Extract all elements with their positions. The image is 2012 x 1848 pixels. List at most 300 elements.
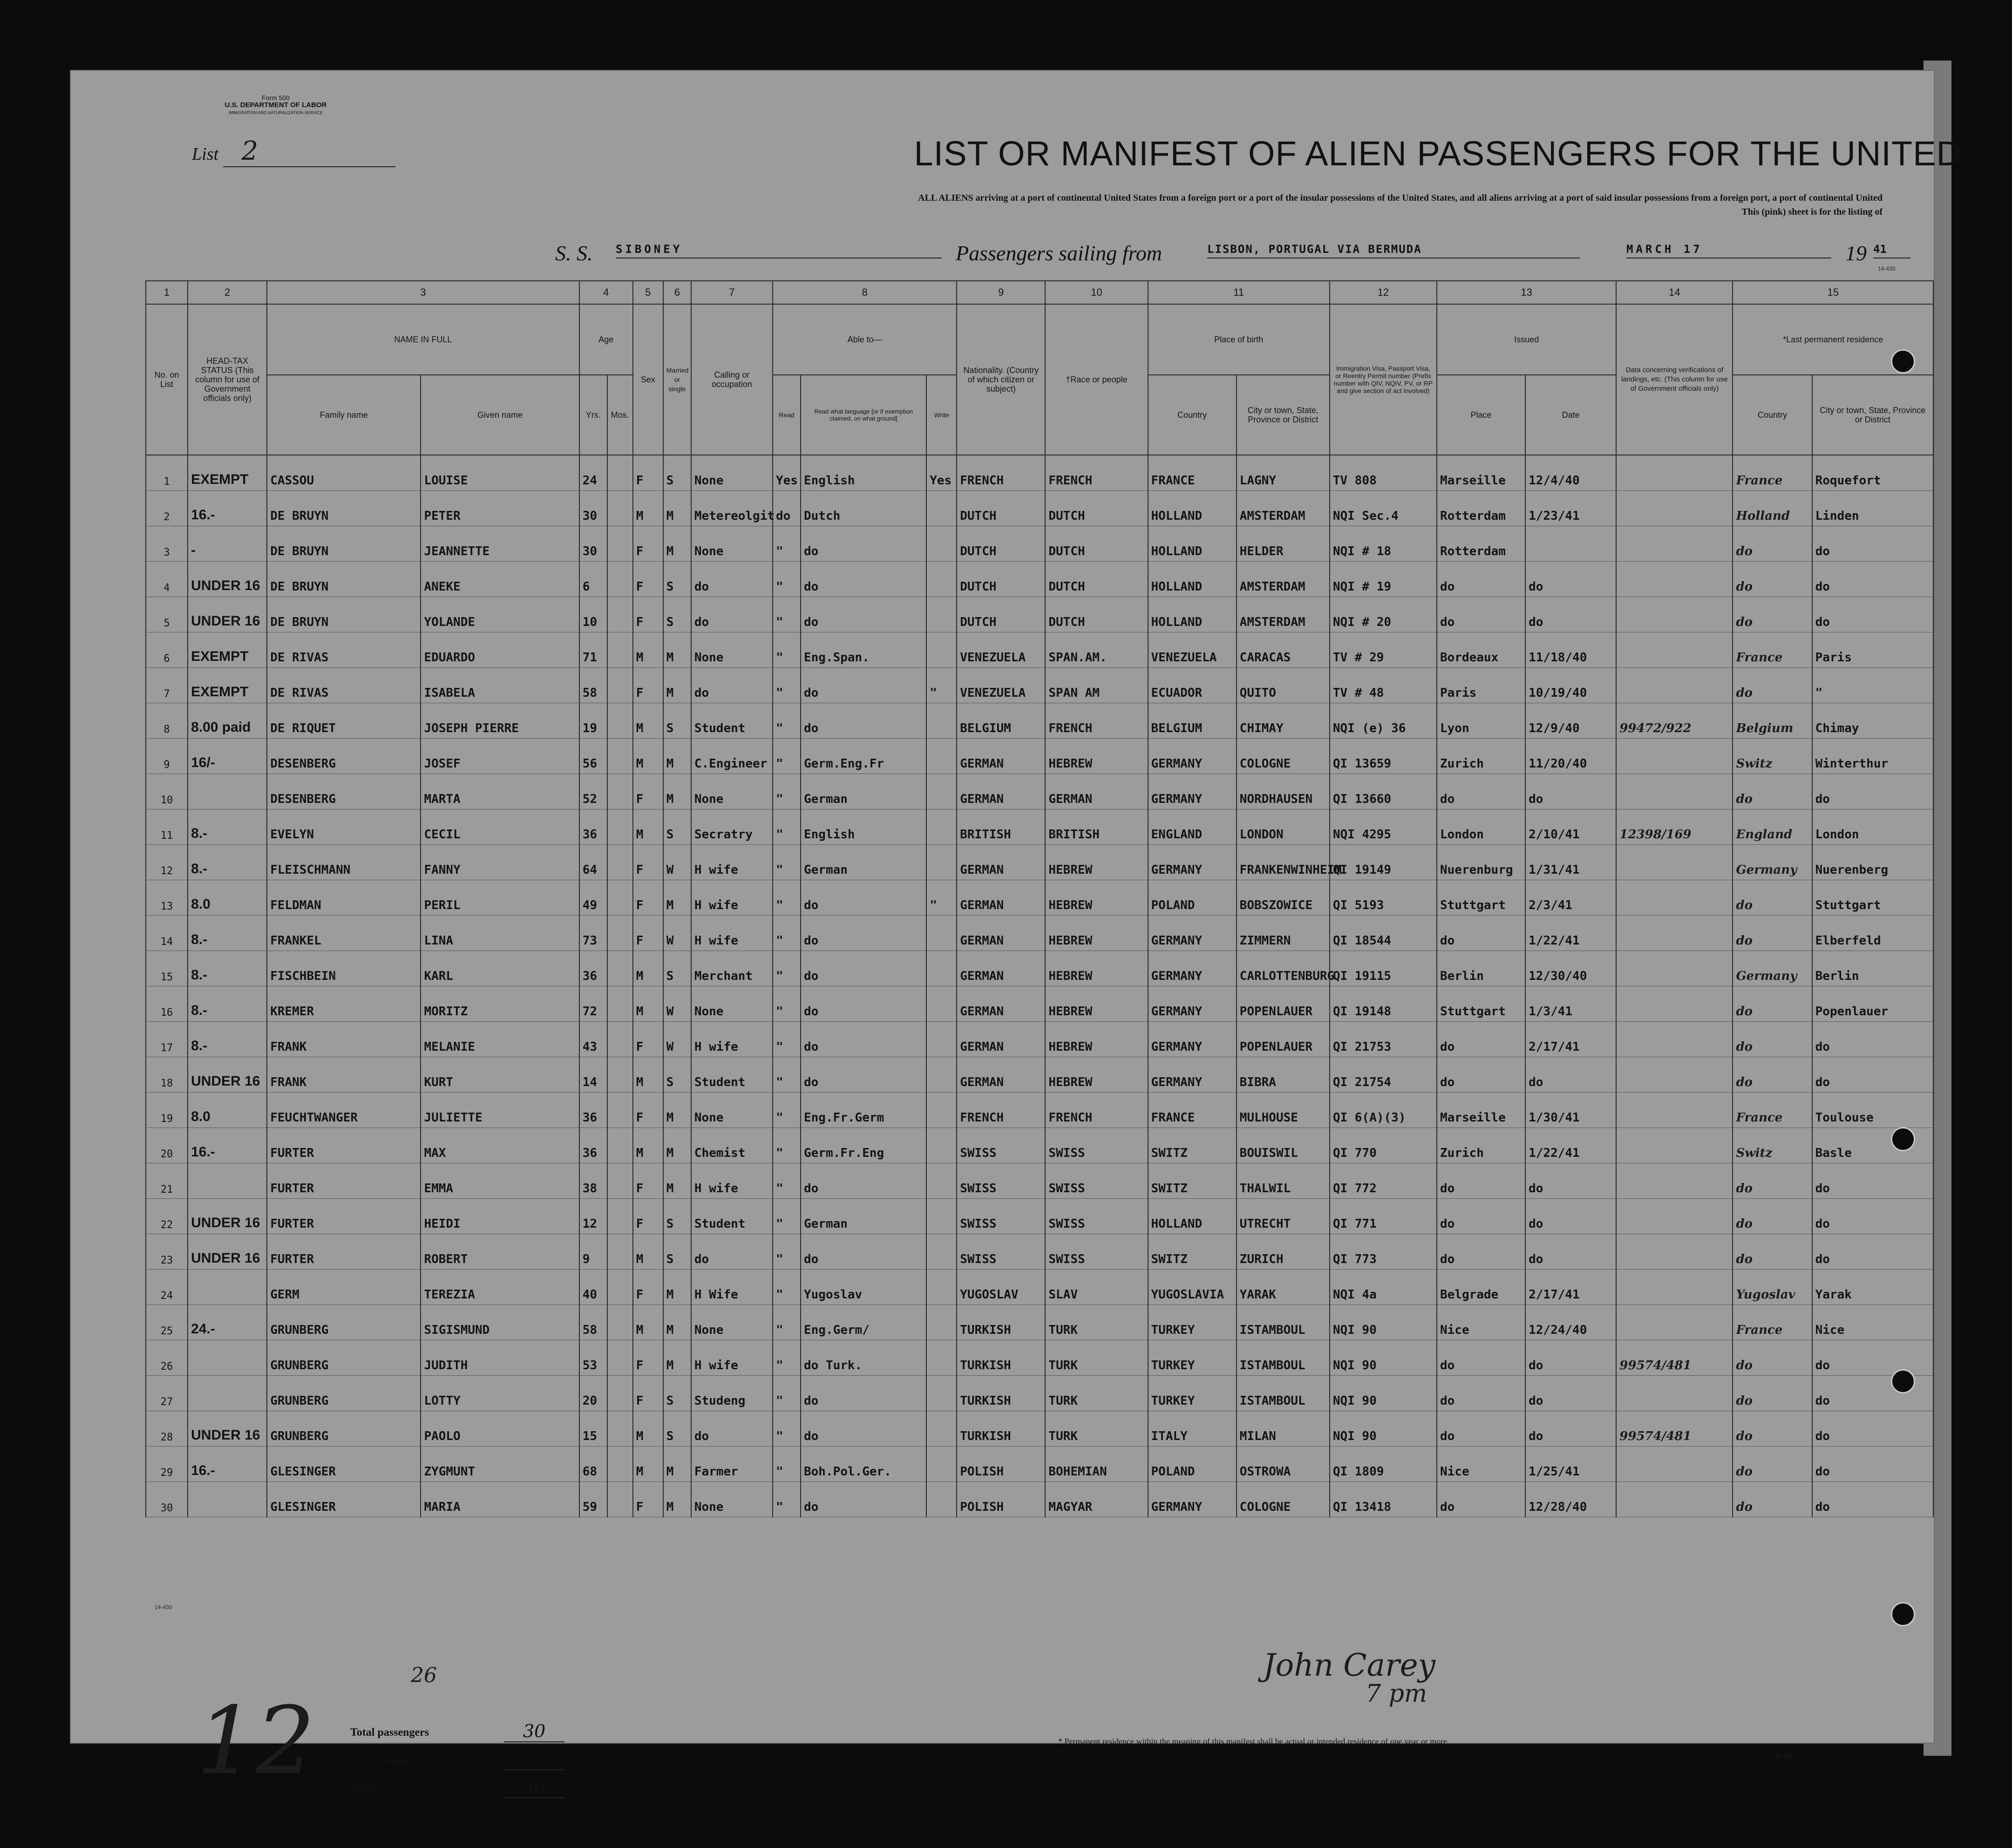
manifest-sheet <box>70 70 1962 1797</box>
cell-can-read: do <box>773 491 801 526</box>
cell-residence-city: do <box>1812 1411 1933 1447</box>
cell-age-months <box>607 809 633 845</box>
cell-marital-status: M <box>663 1482 691 1517</box>
cell-residence-city: do <box>1812 562 1933 597</box>
cell-age-months <box>607 1482 633 1517</box>
cell-issued-date: do <box>1525 1234 1616 1270</box>
cell-read-language: do <box>801 986 926 1022</box>
cell-given-name: YOLANDE <box>421 597 579 632</box>
cell-issued-date: 2/10/41 <box>1525 809 1616 845</box>
cell-family-name: GLESINGER <box>267 1447 421 1482</box>
cell-row-number: 11 <box>146 809 188 845</box>
cell-can-write <box>926 1199 957 1234</box>
cell-verification <box>1616 1057 1733 1093</box>
cell-family-name: DE RIVAS <box>267 632 421 668</box>
cell-can-write <box>926 526 957 562</box>
column-number: 15 <box>1733 281 1933 304</box>
table-row <box>146 951 1933 986</box>
cell-issued-place: do <box>1437 1376 1525 1411</box>
cell-marital-status: M <box>663 1093 691 1128</box>
cell-family-name: DE BRUYN <box>267 491 421 526</box>
cell-age-months <box>607 774 633 809</box>
cell-nationality: DUTCH <box>957 526 1045 562</box>
cell-nationality: TURKISH <box>957 1376 1045 1411</box>
cell-residence-country: do <box>1733 668 1812 703</box>
cell-occupation: Student <box>691 703 773 739</box>
cell-visa-number: NQI # 19 <box>1330 562 1437 597</box>
table-row <box>146 491 1933 526</box>
cell-issued-date: 2/17/41 <box>1525 1270 1616 1305</box>
cell-age-months <box>607 986 633 1022</box>
cell-given-name: FANNY <box>421 845 579 880</box>
cell-given-name: LINA <box>421 916 579 951</box>
table-row <box>146 845 1933 880</box>
cell-head-tax-status <box>188 1482 267 1517</box>
cell-can-read: " <box>773 1057 801 1093</box>
cell-visa-number: QI 19149 <box>1330 845 1437 880</box>
cell-sex: F <box>633 455 663 491</box>
cell-can-write <box>926 1482 957 1517</box>
cell-can-write: " <box>926 880 957 916</box>
cell-occupation: do <box>691 668 773 703</box>
cell-birth-country: HOLLAND <box>1148 597 1237 632</box>
cell-issued-place: Nuerenburg <box>1437 845 1525 880</box>
cell-marital-status: S <box>663 1057 691 1093</box>
cell-age-years: 59 <box>579 1482 607 1517</box>
cell-visa-number: NQI 90 <box>1330 1411 1437 1447</box>
cell-residence-city: Elberfeld <box>1812 916 1933 951</box>
form-number: Form 500 <box>262 94 290 102</box>
cell-nationality: GERMAN <box>957 774 1045 809</box>
cell-residence-city: do <box>1812 1376 1933 1411</box>
column-number-row <box>146 281 1933 304</box>
cell-visa-number: NQI 90 <box>1330 1340 1437 1376</box>
column-number: 13 <box>1437 281 1616 304</box>
cell-issued-date: do <box>1525 597 1616 632</box>
cell-family-name: DE BRUYN <box>267 597 421 632</box>
cell-given-name: ROBERT <box>421 1234 579 1270</box>
cell-age-months <box>607 1128 633 1163</box>
cell-issued-date: do <box>1525 1376 1616 1411</box>
cell-can-write <box>926 1022 957 1057</box>
cell-race-or-people: TURK <box>1045 1411 1148 1447</box>
cell-can-read: " <box>773 703 801 739</box>
cell-given-name: ISABELA <box>421 668 579 703</box>
cell-given-name: ANEKE <box>421 562 579 597</box>
cell-visa-number: QI 21753 <box>1330 1022 1437 1057</box>
cell-occupation: None <box>691 1305 773 1340</box>
cell-visa-number: NQI 4295 <box>1330 809 1437 845</box>
cell-row-number: 27 <box>146 1376 188 1411</box>
cell-marital-status: S <box>663 1234 691 1270</box>
cell-head-tax-status: UNDER 16 <box>188 1234 267 1270</box>
us-citizens-line <box>350 1749 537 1782</box>
header-write: Write <box>926 375 957 455</box>
cell-sex: F <box>633 668 663 703</box>
cell-nationality: POLISH <box>957 1482 1045 1517</box>
cell-residence-city: London <box>1812 809 1933 845</box>
cell-visa-number: QI 770 <box>1330 1128 1437 1163</box>
cell-sex: F <box>633 845 663 880</box>
cell-occupation: Merchant <box>691 951 773 986</box>
table-row <box>146 916 1933 951</box>
sailing-label: Passengers sailing from <box>956 241 1162 265</box>
header-mos: Mos. <box>607 375 633 455</box>
form-identifier <box>183 94 369 116</box>
cell-birth-city: CHIMAY <box>1237 703 1330 739</box>
cell-family-name: FURTER <box>267 1163 421 1199</box>
cell-age-months <box>607 455 633 491</box>
cell-issued-place: Bordeaux <box>1437 632 1525 668</box>
cell-birth-country: HOLLAND <box>1148 1199 1237 1234</box>
cell-row-number: 4 <box>146 562 188 597</box>
cell-family-name: FURTER <box>267 1199 421 1234</box>
punch-hole <box>1891 349 1915 374</box>
cell-nationality: VENEZUELA <box>957 668 1045 703</box>
cell-visa-number: TV 808 <box>1330 455 1437 491</box>
cell-issued-date: 12/4/40 <box>1525 455 1616 491</box>
cell-head-tax-status <box>188 1163 267 1199</box>
cell-read-language: do <box>801 1022 926 1057</box>
cell-read-language: Yugoslav <box>801 1270 926 1305</box>
cell-birth-city: FRANKENWINHEIM <box>1237 845 1330 880</box>
cell-head-tax-status: UNDER 16 <box>188 562 267 597</box>
cell-verification <box>1616 1234 1733 1270</box>
cell-issued-date: 12/24/40 <box>1525 1305 1616 1340</box>
table-row <box>146 1340 1933 1376</box>
cell-birth-city: BOUISWIL <box>1237 1128 1330 1163</box>
cell-age-years: 9 <box>579 1234 607 1270</box>
list-number: 2 <box>223 136 395 167</box>
cell-can-write <box>926 1411 957 1447</box>
cell-marital-status: M <box>663 1340 691 1376</box>
cell-can-write <box>926 1270 957 1305</box>
cell-sex: F <box>633 774 663 809</box>
cell-issued-date: do <box>1525 562 1616 597</box>
cell-nationality: SWISS <box>957 1163 1045 1199</box>
cell-occupation: H wife <box>691 845 773 880</box>
cell-verification <box>1616 1163 1733 1199</box>
cell-residence-country: do <box>1733 1447 1812 1482</box>
cell-given-name: LOTTY <box>421 1376 579 1411</box>
cell-verification <box>1616 668 1733 703</box>
cell-sex: F <box>633 562 663 597</box>
cell-nationality: DUTCH <box>957 491 1045 526</box>
cell-issued-place: do <box>1437 774 1525 809</box>
cell-birth-country: SWITZ <box>1148 1163 1237 1199</box>
header-sex: Sex <box>633 304 663 455</box>
cell-nationality: FRENCH <box>957 455 1045 491</box>
cell-can-read: " <box>773 845 801 880</box>
header-residence-city: City or town, State, Province or District <box>1812 375 1933 455</box>
cell-visa-number: QI 773 <box>1330 1234 1437 1270</box>
cell-visa-number: QI 19148 <box>1330 986 1437 1022</box>
cell-occupation: None <box>691 774 773 809</box>
column-number: 6 <box>663 281 691 304</box>
cell-head-tax-status: 8.- <box>188 916 267 951</box>
totals-block <box>350 1721 546 1810</box>
cell-row-number: 6 <box>146 632 188 668</box>
cell-nationality: GERMAN <box>957 845 1045 880</box>
cell-race-or-people: TURK <box>1045 1376 1148 1411</box>
cell-residence-country: Belgium <box>1733 703 1812 739</box>
cell-age-years: 72 <box>579 986 607 1022</box>
cell-age-years: 68 <box>579 1447 607 1482</box>
column-number: 3 <box>267 281 579 304</box>
header-nationality: Nationality. (Country of which citizen or subject) <box>957 304 1045 455</box>
table-row <box>146 739 1933 774</box>
cell-can-write: Yes <box>926 455 957 491</box>
passenger-rows <box>146 455 1933 1517</box>
cell-nationality: YUGOSLAV <box>957 1270 1045 1305</box>
cell-nationality: SWISS <box>957 1234 1045 1270</box>
cell-family-name: DE RIVAS <box>267 668 421 703</box>
cell-row-number: 30 <box>146 1482 188 1517</box>
cell-issued-date: 11/18/40 <box>1525 632 1616 668</box>
total-passengers-value: 30 <box>504 1721 564 1742</box>
cell-given-name: KURT <box>421 1057 579 1093</box>
cell-verification <box>1616 455 1733 491</box>
cell-birth-city: CARACAS <box>1237 632 1330 668</box>
cell-age-years: 10 <box>579 597 607 632</box>
cell-can-write <box>926 597 957 632</box>
cell-sex: F <box>633 1022 663 1057</box>
cell-birth-country: YUGOSLAVIA <box>1148 1270 1237 1305</box>
header-read-language: Read what language [or if exemption claimed, on what ground] <box>801 375 926 455</box>
cell-visa-number: TV # 29 <box>1330 632 1437 668</box>
cell-head-tax-status: 24.- <box>188 1305 267 1340</box>
column-number: 2 <box>188 281 267 304</box>
cell-issued-place: Zurich <box>1437 1128 1525 1163</box>
cell-issued-date: do <box>1525 1411 1616 1447</box>
cell-visa-number: TV # 48 <box>1330 668 1437 703</box>
cell-age-years: 53 <box>579 1340 607 1376</box>
cell-read-language: do <box>801 703 926 739</box>
cell-family-name: FISCHBEIN <box>267 951 421 986</box>
cell-age-years: 49 <box>579 880 607 916</box>
cell-age-years: 30 <box>579 526 607 562</box>
header-no-on-list: No. on List <box>146 304 188 455</box>
cell-family-name: FRANK <box>267 1022 421 1057</box>
punch-hole <box>1891 1369 1915 1393</box>
cell-nationality: GERMAN <box>957 1022 1045 1057</box>
cell-birth-country: SWITZ <box>1148 1128 1237 1163</box>
cell-can-write <box>926 951 957 986</box>
cell-family-name: GLESINGER <box>267 1482 421 1517</box>
cell-age-years: 30 <box>579 491 607 526</box>
cell-occupation: do <box>691 1234 773 1270</box>
cell-issued-place: do <box>1437 1057 1525 1093</box>
cell-age-years: 43 <box>579 1022 607 1057</box>
cell-read-language: Boh.Pol.Ger. <box>801 1447 926 1482</box>
cell-occupation: do <box>691 562 773 597</box>
table-row <box>146 1447 1933 1482</box>
cell-birth-city: THALWIL <box>1237 1163 1330 1199</box>
cell-can-read: " <box>773 1199 801 1234</box>
cell-head-tax-status: 16.- <box>188 1447 267 1482</box>
cell-row-number: 24 <box>146 1270 188 1305</box>
cell-occupation: Metereolgit <box>691 491 773 526</box>
cell-read-language: do <box>801 1057 926 1093</box>
cell-family-name: CASSOU <box>267 455 421 491</box>
cell-row-number: 1 <box>146 455 188 491</box>
cell-marital-status: W <box>663 845 691 880</box>
cell-residence-city: Winterthur <box>1812 739 1933 774</box>
cell-birth-city: NORDHAUSEN <box>1237 774 1330 809</box>
cell-issued-date: 1/3/41 <box>1525 986 1616 1022</box>
cell-can-read: " <box>773 986 801 1022</box>
cell-race-or-people: SPAN AM <box>1045 668 1148 703</box>
cell-head-tax-status: UNDER 16 <box>188 1411 267 1447</box>
cell-issued-place: do <box>1437 597 1525 632</box>
cell-age-months <box>607 916 633 951</box>
cell-sex: M <box>633 1447 663 1482</box>
table-row <box>146 455 1933 491</box>
cell-verification <box>1616 986 1733 1022</box>
list-label: List <box>192 144 219 164</box>
cell-sex: M <box>633 632 663 668</box>
cell-race-or-people: HEBREW <box>1045 1057 1148 1093</box>
cell-marital-status: M <box>663 774 691 809</box>
cell-can-read: " <box>773 774 801 809</box>
cell-issued-date: 1/22/41 <box>1525 1128 1616 1163</box>
cell-occupation: None <box>691 526 773 562</box>
cell-marital-status: M <box>663 1305 691 1340</box>
cell-birth-country: HOLLAND <box>1148 562 1237 597</box>
cell-row-number: 22 <box>146 1199 188 1234</box>
cell-age-years: 38 <box>579 1163 607 1199</box>
header-birth-country: Country <box>1148 375 1237 455</box>
punch-hole <box>1891 1127 1915 1151</box>
cell-visa-number: NQI # 20 <box>1330 597 1437 632</box>
cell-can-read: " <box>773 1128 801 1163</box>
cell-given-name: EDUARDO <box>421 632 579 668</box>
handwritten-count: 26 <box>411 1664 437 1687</box>
cell-birth-city: BIBRA <box>1237 1057 1330 1093</box>
table-row <box>146 1093 1933 1128</box>
header-verification: Data concerning verifications of landings, etc. (This column for use of Government officials only) <box>1616 304 1733 455</box>
cell-can-read: " <box>773 632 801 668</box>
cell-issued-place: do <box>1437 916 1525 951</box>
cell-can-write <box>926 703 957 739</box>
cell-age-months <box>607 632 633 668</box>
cell-birth-country: POLAND <box>1148 880 1237 916</box>
cell-row-number: 10 <box>146 774 188 809</box>
cell-verification <box>1616 1093 1733 1128</box>
cell-issued-date: 10/19/40 <box>1525 668 1616 703</box>
cell-given-name: EMMA <box>421 1163 579 1199</box>
header-able-to: Able to— <box>773 304 957 375</box>
cell-nationality: TURKISH <box>957 1340 1045 1376</box>
cell-issued-place: Berlin <box>1437 951 1525 986</box>
cell-residence-country: Switz <box>1733 1128 1812 1163</box>
cell-residence-country: France <box>1733 455 1812 491</box>
cell-head-tax-status: 16.- <box>188 1128 267 1163</box>
cell-issued-date: 11/20/40 <box>1525 739 1616 774</box>
cell-age-months <box>607 703 633 739</box>
cell-can-read: " <box>773 1234 801 1270</box>
cell-birth-city: POPENLAUER <box>1237 1022 1330 1057</box>
cell-birth-city: UTRECHT <box>1237 1199 1330 1234</box>
cell-visa-number: QI 5193 <box>1330 880 1437 916</box>
us-citizens-value: - <box>504 1749 564 1770</box>
cell-residence-city: do <box>1812 1057 1933 1093</box>
cell-row-number: 3 <box>146 526 188 562</box>
cell-birth-country: GERMANY <box>1148 986 1237 1022</box>
cell-sex: F <box>633 1270 663 1305</box>
cell-birth-country: ENGLAND <box>1148 809 1237 845</box>
cell-given-name: KARL <box>421 951 579 986</box>
cell-age-months <box>607 1270 633 1305</box>
cell-birth-city: ZIMMERN <box>1237 916 1330 951</box>
cell-issued-date <box>1525 526 1616 562</box>
cell-verification <box>1616 632 1733 668</box>
cell-residence-city: do <box>1812 1163 1933 1199</box>
cell-family-name: GRUNBERG <box>267 1305 421 1340</box>
cell-read-language: Eng.Span. <box>801 632 926 668</box>
cell-row-number: 21 <box>146 1163 188 1199</box>
table-row <box>146 1057 1933 1093</box>
year-value: 41 <box>1873 236 1910 258</box>
cell-occupation: H wife <box>691 916 773 951</box>
cell-read-language: German <box>801 774 926 809</box>
cell-can-read: Yes <box>773 455 801 491</box>
cell-given-name: CECIL <box>421 809 579 845</box>
cell-read-language: do <box>801 1163 926 1199</box>
instructions-line-2: This (pink) sheet is for the listing of <box>1741 207 1883 217</box>
voyage-line <box>555 236 1934 264</box>
cell-visa-number: QI 771 <box>1330 1199 1437 1234</box>
cell-nationality: BRITISH <box>957 809 1045 845</box>
cell-residence-country: Germany <box>1733 845 1812 880</box>
cell-issued-date: do <box>1525 1057 1616 1093</box>
cell-visa-number: NQI Sec.4 <box>1330 491 1437 526</box>
cell-head-tax-status: EXEMPT <box>188 632 267 668</box>
cell-row-number: 19 <box>146 1093 188 1128</box>
cell-marital-status: M <box>663 491 691 526</box>
cell-age-months <box>607 1340 633 1376</box>
cell-age-years: 15 <box>579 1411 607 1447</box>
cell-age-months <box>607 880 633 916</box>
cell-sex: M <box>633 1234 663 1270</box>
cell-occupation: Chemist <box>691 1128 773 1163</box>
cell-nationality: GERMAN <box>957 986 1045 1022</box>
cell-can-write <box>926 1340 957 1376</box>
cell-issued-date: 1/25/41 <box>1525 1447 1616 1482</box>
aliens-label: Aliens <box>350 1782 381 1794</box>
header-row-1 <box>146 304 1933 375</box>
cell-birth-city: CARLOTTENBURG <box>1237 951 1330 986</box>
cell-birth-country: ECUADOR <box>1148 668 1237 703</box>
cell-family-name: FURTER <box>267 1128 421 1163</box>
cell-read-language: do <box>801 668 926 703</box>
cell-age-years: 71 <box>579 632 607 668</box>
cell-can-read: " <box>773 1305 801 1340</box>
cell-verification <box>1616 491 1733 526</box>
cell-nationality: POLISH <box>957 1447 1045 1482</box>
cell-family-name: FEUCHTWANGER <box>267 1093 421 1128</box>
cell-can-write <box>926 1057 957 1093</box>
total-passengers-label: Total passengers <box>350 1726 429 1739</box>
cell-issued-place: do <box>1437 1163 1525 1199</box>
cell-visa-number: QI 772 <box>1330 1163 1437 1199</box>
cell-residence-country: France <box>1733 632 1812 668</box>
passenger-table <box>145 280 1934 1517</box>
cell-issued-place: do <box>1437 1482 1525 1517</box>
cell-given-name: MORITZ <box>421 986 579 1022</box>
cell-can-read: " <box>773 1447 801 1482</box>
cell-birth-city: LONDON <box>1237 809 1330 845</box>
